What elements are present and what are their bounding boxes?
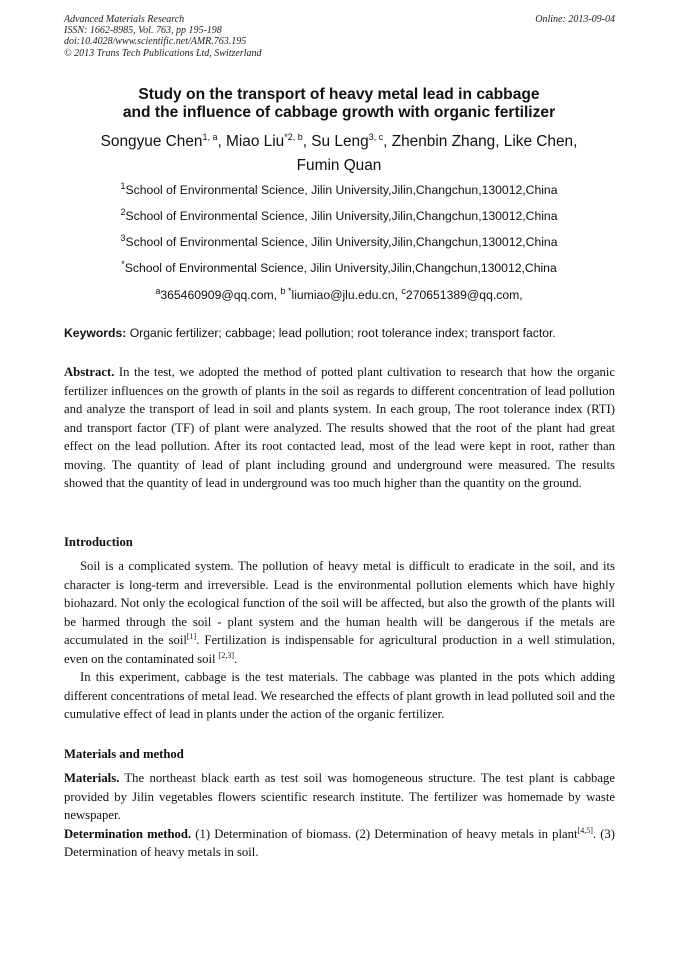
journal-copyright: © 2013 Trans Tech Publications Ltd, Switzerland xyxy=(64,47,262,59)
affiliation-2 xyxy=(40,206,638,223)
determination-label: Determination method. xyxy=(64,826,192,841)
introduction-heading: Introduction xyxy=(64,535,133,549)
methods-body xyxy=(64,769,615,862)
intro-p1-text-c: . xyxy=(234,651,238,666)
author-line-2: Fumin Quan xyxy=(296,157,382,174)
affiliation-text: School of Environmental Science, Jilin University,Jilin,Changchun,130012,China xyxy=(125,235,558,249)
title-line-2: and the influence of cabbage growth with organic fertilizer xyxy=(122,104,556,121)
email-a-sup: a xyxy=(155,285,161,296)
intro-paragraph-1 xyxy=(64,557,615,668)
affiliation-sup: 2 xyxy=(120,206,126,217)
materials-text: The northeast black earth as test soil was homogeneous structure. The test plant is cabbage provided by Jilin vegetables flowers scientific research institute. The fertilizer was homemade by waste newspaper. xyxy=(64,771,615,822)
author-3: Su Leng xyxy=(311,133,369,150)
intro-p1-text-b: . Fertilization is indispensable for agricultural production in a well stimulation, even on the contaminated soil xyxy=(64,633,616,666)
author-2: Miao Liu xyxy=(226,133,285,150)
author-3-sup: 3, c xyxy=(368,131,384,142)
determination-paragraph xyxy=(64,825,615,862)
journal-issn: ISSN: 1662-8985, Vol. 763, pp 195-198 xyxy=(64,25,222,37)
abstract-text: In the test, we adopted the method of potted plant cultivation to research that how the organic fertilizer influences on the growth of plants in the soil as regards to different concentration of lead pollution and analyze the transport of lead in soil and plants system. In each group, The root tolerance index (RTI) and transport factor (TF) of plant were analyzed. The results showed that the root of the plant had great effect on the lead pollution. After its root contacted lead, most of the lead were kept in root, rather than moving. The quantity of lead of plant including ground and underground were measured. The results showed that the quantity of lead in underground was too much higher than the quantity on the ground. xyxy=(64,365,615,490)
affiliation-1 xyxy=(40,180,638,197)
citation-ref[interactable]: [1] xyxy=(186,631,197,641)
citation-ref[interactable]: [2,3] xyxy=(218,650,235,660)
author-2-sup: *2, b xyxy=(284,131,303,142)
author-1: Songyue Chen xyxy=(100,133,203,150)
keywords-label: Keywords: xyxy=(64,326,127,340)
email-b[interactable]: liumiao@jlu.edu.cn, xyxy=(291,288,402,302)
email-c[interactable]: 270651389@qq.com, xyxy=(405,288,523,302)
email-a[interactable]: 365460909@qq.com, xyxy=(160,288,281,302)
materials-paragraph xyxy=(64,769,615,825)
intro-paragraph-2: In this experiment, cabbage is the test materials. The cabbage was planted in the pots which adding different concentrations of metal lead. We researched the effects of plant growth in lead polluted soil and the cumulative effect of lead in plants under the action of the organic fertilizer. xyxy=(64,670,615,721)
journal-header xyxy=(64,14,262,59)
email-b-sup: b * xyxy=(280,285,292,296)
affiliation-3 xyxy=(40,232,638,249)
abstract-label: Abstract. xyxy=(64,365,115,379)
determination-text-b: . (3) Determination of heavy metals in soil. xyxy=(64,826,615,859)
online-date: Online: 2013-09-04 xyxy=(535,14,615,25)
title-line-1: Study on the transport of heavy metal lead in cabbage xyxy=(138,86,540,103)
author-line-1: Songyue Chen$^{1, a}$, Miao Liu$^{*2, b}$, Su Leng$^{3, c}$, Zhenbin Zhang, Like Chen, xyxy=(100,131,578,150)
affiliation-text: School of Environmental Science, Jilin University,Jilin,Changchun,130012,China xyxy=(125,183,558,197)
keywords xyxy=(64,326,624,340)
journal-name: Advanced Materials Research xyxy=(64,14,185,25)
affiliation-4 xyxy=(40,258,638,275)
affiliation-sup: * xyxy=(121,258,125,269)
determination-text-a: (1) Determination of biomass. (2) Determination of heavy metals in plant xyxy=(191,826,578,841)
authors-rest: , Zhenbin Zhang, Like Chen, xyxy=(383,133,578,150)
author-list xyxy=(40,130,638,178)
affiliation-text: School of Environmental Science, Jilin University,Jilin,Changchun,130012,China xyxy=(125,209,558,223)
email-list xyxy=(40,285,638,302)
intro-p1-text-a: Soil is a complicated system. The pollution of heavy metal is difficult to eradicate in the soil, and its character is long-term and irreversible. Lead is the environmental pollution elements which have highly biohazard. Not only the ecological function of the soil will be affected, but also the growth of the plants will be harmed through the soil - plant system and the human health will be dangerous if the metals are accumulated in the soil xyxy=(64,559,615,647)
materials-label: Materials. xyxy=(64,771,120,785)
abstract xyxy=(64,363,615,493)
methods-heading: Materials and method xyxy=(64,747,184,761)
author-1-sup: 1, a xyxy=(202,131,218,142)
citation-ref[interactable]: [4,5] xyxy=(577,825,593,835)
paper-title xyxy=(40,86,638,122)
affiliation-text: School of Environmental Science, Jilin University,Jilin,Changchun,130012,China xyxy=(124,261,557,275)
journal-doi[interactable]: doi:10.4028/www.scientific.net/AMR.763.195 xyxy=(64,36,247,48)
affiliation-sup: 3 xyxy=(120,232,126,243)
email-c-sup: c xyxy=(401,285,406,296)
keywords-text: Organic fertilizer; cabbage; lead pollution; root tolerance index; transport factor. xyxy=(126,326,556,340)
affiliation-sup: 1 xyxy=(120,180,126,191)
introduction-body xyxy=(64,557,615,724)
